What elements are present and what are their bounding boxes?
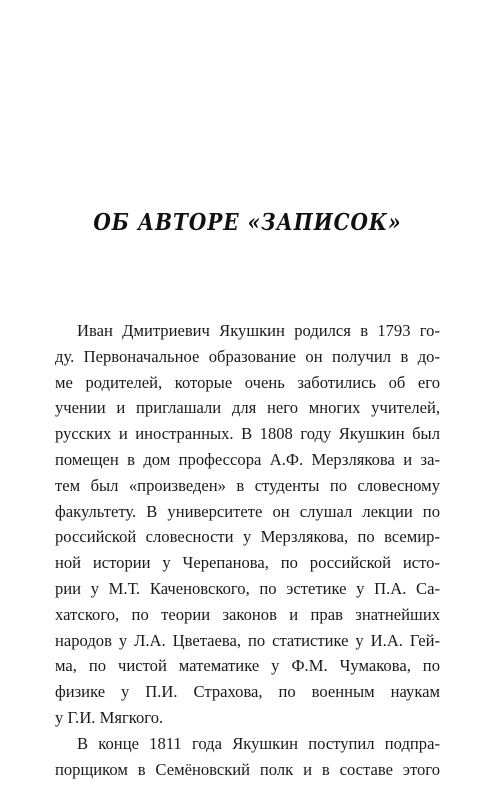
text-line: русских и иностранных. В 1808 году Якушкин был [55, 424, 440, 444]
text-line: В конце 1811 года Якушкин поступил подпра- [77, 733, 440, 753]
text-line: порщиком в Семёновский полк и в составе этого [55, 759, 440, 779]
chapter-heading: ОБ АВТОРЕ «ЗАПИСОК» [93, 208, 402, 236]
body-text [55, 318, 440, 782]
text-line: факультету. В университете он слушал лекции по [55, 501, 440, 521]
text-line: народов у Л.А. Цветаева, по статистике у И.А. Гей- [55, 630, 440, 650]
text-line: ма, по чистой математике у Ф.М. Чумакова, по [55, 656, 440, 676]
text-line: российской словесности у Мерзлякова, по всемир- [55, 527, 440, 547]
text-line: ме родителей, которые очень заботились об его [55, 372, 440, 392]
text-line: ду. Первоначальное образование он получил в до- [55, 346, 440, 366]
text-line: учении и приглашали для него многих учителей, [55, 398, 440, 418]
text-line: ной истории у Черепанова, по российской исто- [55, 553, 440, 573]
text-line: у Г.И. Мягкого. [55, 707, 164, 727]
text-line: тем был «произведен» в студенты по словесному [55, 475, 440, 495]
text-line: рии у М.Т. Каченовского, по эстетике у П.А. Са- [55, 578, 440, 598]
text-line: физике у П.И. Страхова, по военным наукам [55, 682, 440, 702]
text-line: хатского, по теории законов и прав знатнейших [55, 604, 440, 624]
text-line: Иван Дмитриевич Якушкин родился в 1793 го- [77, 321, 440, 340]
text-line: помещен в дом профессора А.Ф. Мерзлякова и за- [55, 449, 440, 469]
